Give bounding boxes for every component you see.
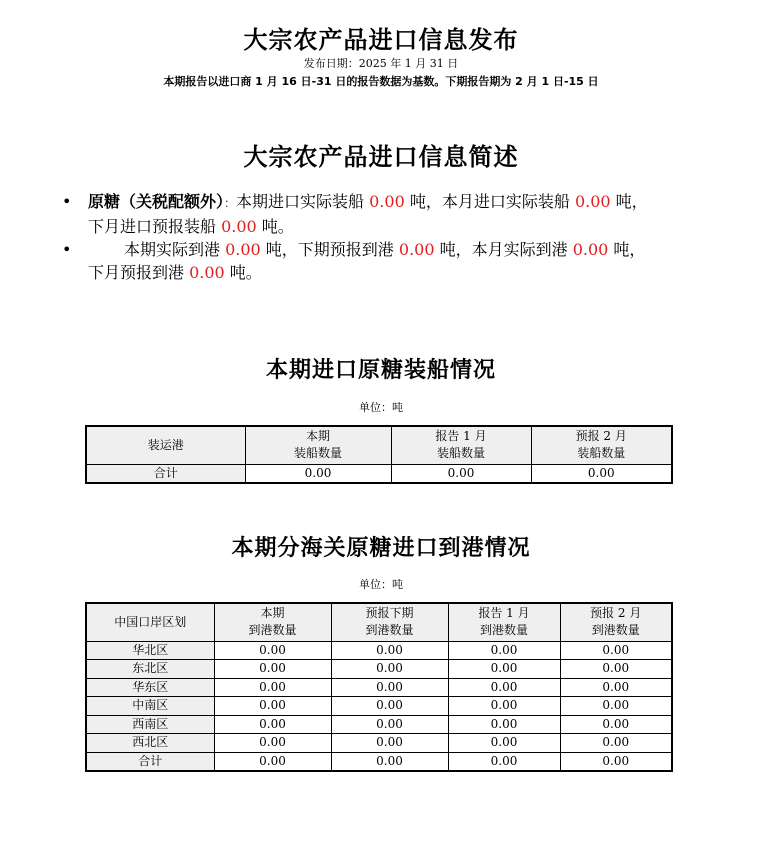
column-header-line: 中国口岸区划 [114, 614, 187, 629]
table-header-row [86, 603, 672, 641]
row-label-cell: 西南区 [86, 715, 214, 734]
column-header-line: 装船数量 [293, 446, 342, 461]
value-cell: 0.00 [214, 715, 331, 734]
value-cell: 0.00 [331, 641, 448, 660]
column-header [245, 426, 391, 464]
row-label-cell: 东北区 [86, 660, 214, 679]
value-cell: 0.00 [214, 660, 331, 679]
value-cell: 0.00 [391, 464, 531, 483]
column-header-line: 预报下期 [365, 606, 414, 621]
table-row [86, 697, 672, 716]
column-header [391, 426, 531, 464]
table-row [86, 678, 672, 697]
shipping-unit-label: 单位：吨 [359, 401, 403, 414]
value-cell: 0.00 [245, 464, 391, 483]
summary-title: 大宗农产品进口信息简述 [243, 143, 519, 171]
label-colon: ： [224, 196, 237, 210]
shipped-this-period-value: 0.00 [369, 192, 405, 211]
column-header [86, 603, 214, 641]
column-header-line: 本期 [260, 606, 285, 621]
summary-text: 下月预报到港 [88, 263, 190, 282]
arrived-this-period-value: 0.00 [225, 240, 261, 259]
value-cell: 0.00 [560, 641, 672, 660]
column-header-line: 到港数量 [365, 623, 414, 638]
value-cell: 0.00 [331, 734, 448, 753]
value-cell: 0.00 [214, 697, 331, 716]
summary-item-label: 原糖（关税配额外） [88, 192, 225, 211]
summary-text: 吨， [610, 192, 648, 211]
value-cell: 0.00 [331, 697, 448, 716]
column-header-line: 报告 1 月 [478, 606, 530, 621]
value-cell: 0.00 [331, 678, 448, 697]
column-header-line: 报告 1 月 [435, 429, 487, 444]
summary-text: 本期进口实际装船 [236, 192, 370, 211]
column-header [448, 603, 560, 641]
table-row [86, 641, 672, 660]
page-title: 大宗农产品进口信息发布 [243, 26, 519, 54]
column-header-line: 本期 [305, 429, 330, 444]
row-label-cell: 西北区 [86, 734, 214, 753]
table-row [86, 752, 672, 771]
report-period-note: 本期报告以进口商 1 月 16 日-31 日的报告数据为基数。下期报告期为 2 月 1 日-15 日 [163, 75, 599, 88]
column-header [214, 603, 331, 641]
value-cell: 0.00 [560, 697, 672, 716]
publish-date: 发布日期：2025 年 1 月 31 日 [303, 57, 459, 70]
forecast-next-period-arrival-value: 0.00 [398, 240, 435, 259]
column-header-line: 装运港 [147, 437, 184, 452]
value-cell: 0.00 [560, 715, 672, 734]
arrival-section-title: 本期分海关原糖进口到港情况 [231, 536, 531, 561]
row-label-cell: 华东区 [86, 678, 214, 697]
arrival-table [85, 602, 673, 772]
shipping-section-title: 本期进口原糖装船情况 [265, 358, 496, 383]
value-cell: 0.00 [448, 715, 560, 734]
table-row [86, 660, 672, 679]
summary-text: 吨。 [256, 217, 294, 236]
value-cell: 0.00 [531, 464, 672, 483]
value-cell: 0.00 [560, 678, 672, 697]
summary-item-raw-sugar [62, 190, 712, 238]
value-cell: 0.00 [560, 752, 672, 771]
shipping-table [85, 425, 673, 484]
table-row [86, 464, 672, 483]
column-header-line: 到港数量 [591, 623, 640, 638]
bullet-icon: • [62, 192, 72, 211]
row-label-cell: 合计 [86, 464, 245, 483]
value-cell: 0.00 [560, 660, 672, 679]
value-cell: 0.00 [448, 734, 560, 753]
value-cell: 0.00 [214, 678, 331, 697]
table-row [86, 715, 672, 734]
row-label-cell: 合计 [86, 752, 214, 771]
row-label-cell: 华北区 [86, 641, 214, 660]
value-cell: 0.00 [448, 678, 560, 697]
summary-text: 吨，本月实际到港 [434, 240, 573, 259]
column-header-line: 到港数量 [248, 623, 297, 638]
column-header-line: 预报 2 月 [575, 429, 627, 444]
value-cell: 0.00 [214, 734, 331, 753]
column-header [86, 426, 245, 464]
value-cell: 0.00 [448, 697, 560, 716]
value-cell: 0.00 [331, 715, 448, 734]
column-header [560, 603, 672, 641]
summary-text: 吨，下期预报到港 [260, 240, 399, 259]
summary-text: 吨， [608, 240, 646, 259]
table-row [86, 734, 672, 753]
column-header-line: 装船数量 [577, 446, 626, 461]
value-cell: 0.00 [560, 734, 672, 753]
summary-text: 吨，本月进口实际装船 [404, 192, 575, 211]
summary-list [62, 190, 712, 284]
column-header-line: 预报 2 月 [590, 606, 642, 621]
column-header [531, 426, 672, 464]
value-cell: 0.00 [331, 752, 448, 771]
arrival-unit-label: 单位：吨 [359, 578, 403, 591]
summary-item-arrivals [62, 238, 712, 284]
shipped-this-month-value: 0.00 [574, 192, 611, 211]
summary-text: 下月进口预报装船 [88, 217, 222, 236]
column-header-line: 到港数量 [479, 623, 528, 638]
value-cell: 0.00 [448, 752, 560, 771]
summary-text: 本期实际到港 [124, 240, 226, 259]
bullet-icon: • [62, 240, 72, 259]
value-cell: 0.00 [448, 641, 560, 660]
column-header-line: 装船数量 [436, 446, 485, 461]
value-cell: 0.00 [448, 660, 560, 679]
value-cell: 0.00 [214, 641, 331, 660]
summary-text: 吨。 [224, 263, 262, 282]
forecast-next-month-shipping-value: 0.00 [221, 217, 257, 236]
column-header [331, 603, 448, 641]
forecast-next-month-arrival-value: 0.00 [189, 263, 225, 282]
value-cell: 0.00 [331, 660, 448, 679]
row-label-cell: 中南区 [86, 697, 214, 716]
value-cell: 0.00 [214, 752, 331, 771]
table-header-row [86, 426, 672, 464]
arrived-this-month-value: 0.00 [572, 240, 609, 259]
